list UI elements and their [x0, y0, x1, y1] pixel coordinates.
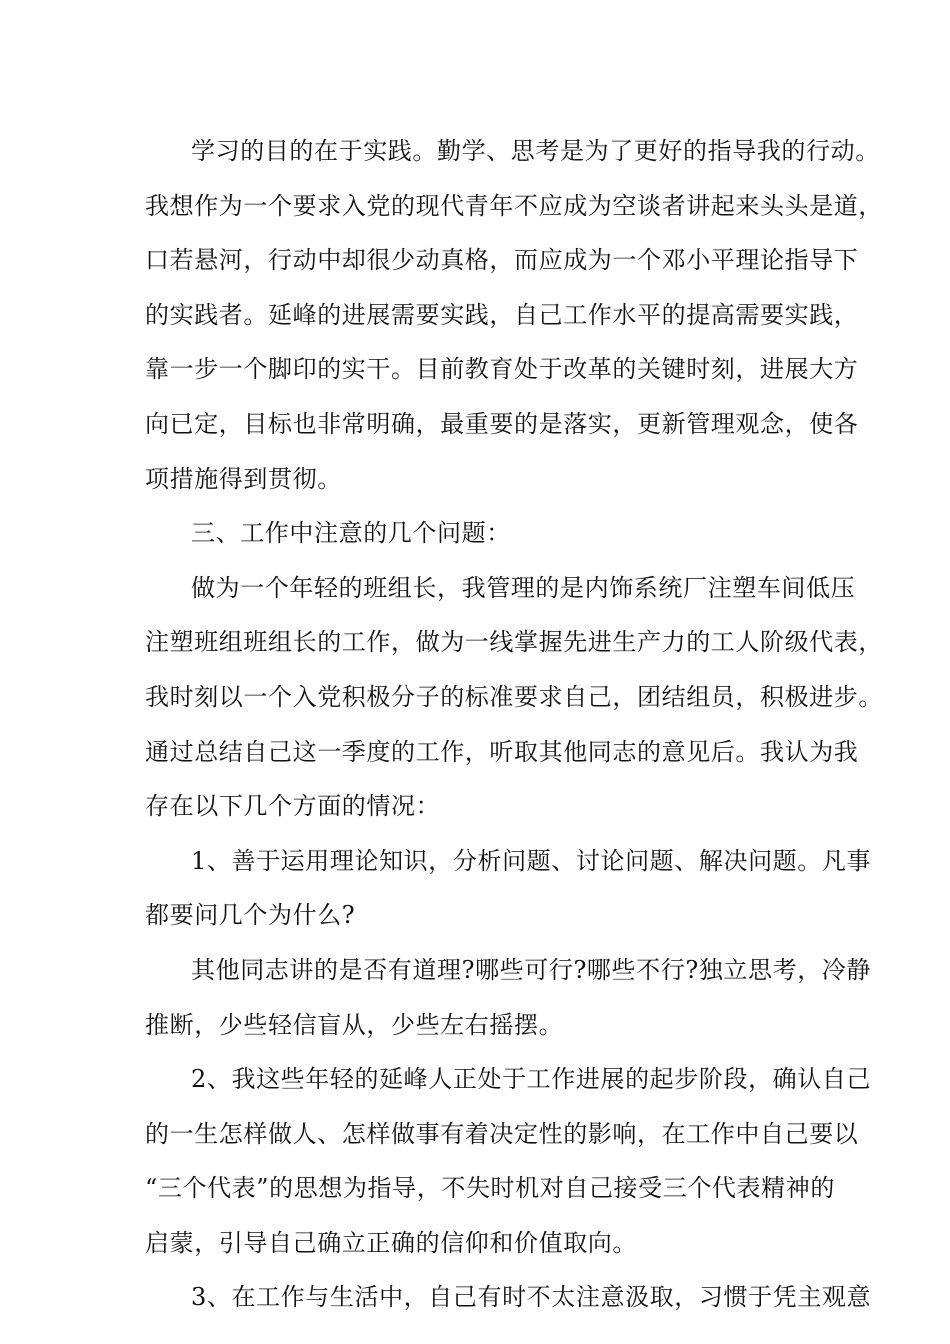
paragraph-line: 存在以下几个方面的情况：	[145, 792, 441, 821]
list-item-line: 3、在工作与生活中，自己有时不太注意汲取，习惯于凭主观意	[191, 1283, 872, 1312]
paragraph-line: 学习的目的在于实践。勤学、思考是为了更好的指导我的行动。	[191, 137, 880, 165]
paragraph-line: 口若悬河，行动中却很少动真格，而应成为一个邓小平理论指导下	[145, 246, 859, 275]
paragraph-line: 的实践者。延峰的进展需要实践，自己工作水平的提高需要实践，	[145, 300, 859, 329]
document-body	[145, 124, 883, 1325]
paragraph-line: 注塑班组班组长的工作，做为一线掌握先进生产力的工人阶级代表，	[145, 628, 883, 657]
paragraph-line: 靠一步一个脚印的实干。目前教育处于改革的关键时刻，进展大方	[145, 355, 859, 384]
list-item-line: 都要问几个为什么?	[145, 901, 356, 930]
paragraph-line: 其他同志讲的是否有道理?哪些可行?哪些不行?独立思考，冷静	[191, 955, 871, 984]
section-heading: 三、工作中注意的几个问题：	[191, 519, 511, 548]
list-item-line: 的一生怎样做人、怎样做事有着决定性的影响，在工作中自己要以	[145, 1119, 859, 1148]
paragraph-line: 做为一个年轻的班组长，我管理的是内饰系统厂注塑车间低压	[191, 573, 856, 602]
paragraph-line: 向已定，目标也非常明确，最重要的是落实，更新管理观念，使各	[145, 409, 859, 438]
list-item-line: 1、善于运用理论知识，分析问题、讨论问题、解决问题。凡事	[191, 846, 872, 875]
paragraph-line: 我想作为一个要求入党的现代青年不应成为空谈者讲起来头头是道，	[145, 191, 883, 220]
paragraph-line: 项措施得到贯彻。	[145, 464, 342, 493]
list-item-line: 启蒙，引导自己确立正确的信仰和价值取向。	[145, 1228, 637, 1257]
paragraph-line: 我时刻以一个入党积极分子的标准要求自己，团结组员，积极进步。	[145, 682, 883, 711]
paragraph-line: 推断，少些轻信盲从，少些左右摇摆。	[145, 1010, 564, 1039]
paragraph-line: 通过总结自己这一季度的工作，听取其他同志的意见后。我认为我	[145, 737, 859, 766]
list-item-line: 2、我这些年轻的延峰人正处于工作进展的起步阶段，确认自己	[191, 1065, 872, 1094]
list-item-line: “三个代表”的思想为指导，不失时机对自己接受三个代表精神的	[145, 1174, 835, 1203]
